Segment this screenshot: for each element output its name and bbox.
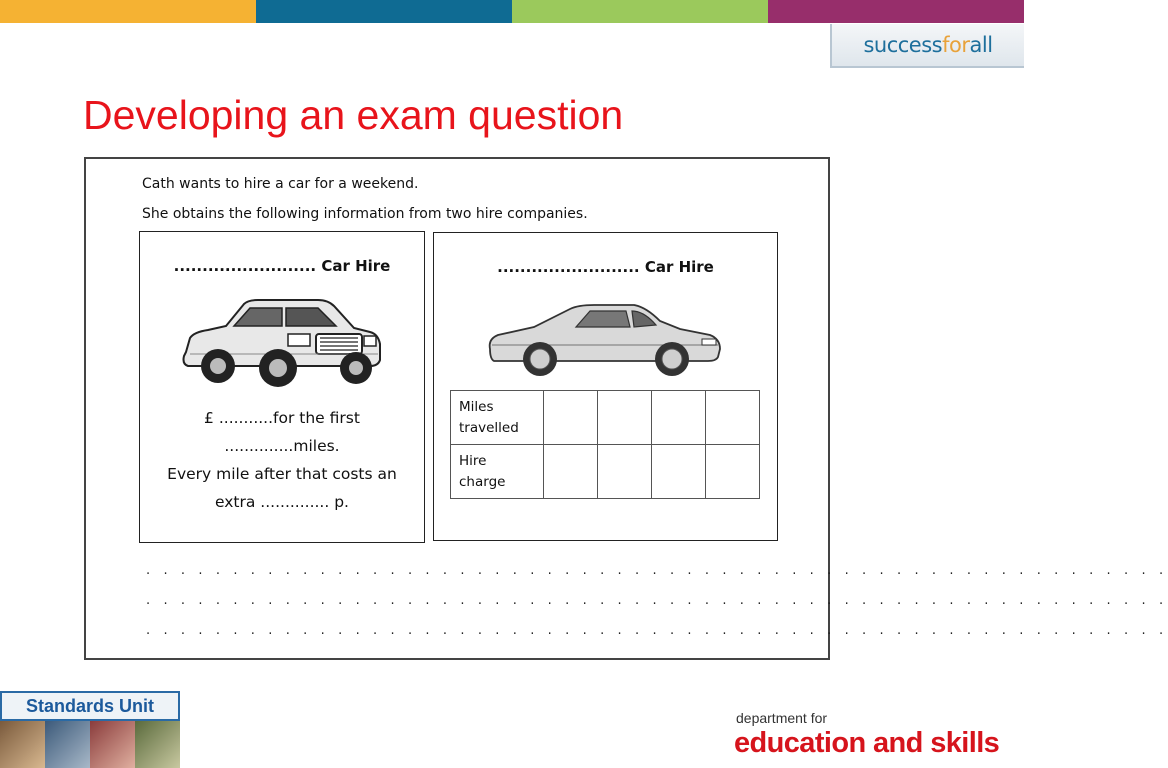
color-segment-green [512,0,768,23]
miles-charge-table [450,390,760,499]
table-cell [544,391,598,445]
standards-unit-logo [0,691,180,768]
table-cell [544,445,598,499]
department-for-label: department for [736,710,828,726]
top-color-bar [0,0,1024,23]
color-segment-blue [256,0,512,23]
color-segment-purple [768,0,1024,23]
price-line-3: Every mile after that costs an [167,465,397,483]
row-label-charge: Hire charge [451,445,544,499]
table-row [451,391,760,445]
left-card-pricing [150,404,414,516]
standards-unit-title: Standards Unit [0,691,180,721]
classroom-photo-strip [0,721,180,768]
slide-title: Developing an exam question [83,92,624,138]
table-cell [652,391,706,445]
answer-line: . . . . . . . . . . . . . . . . . . . . . . . . . . . . . . . . . . . . . . . . . . . . . . . . . . . . . . . . . . . [146,563,1168,578]
price-line-4: extra .............. p. [215,493,349,511]
successforall-logo [830,24,1024,68]
logo-text-for: for [942,33,970,57]
table-cell [598,445,652,499]
coupe-car-icon [484,299,724,379]
logo-text-success: success [863,33,943,57]
price-line-2: ..............miles. [224,437,340,455]
answer-line: . . . . . . . . . . . . . . . . . . . . . . . . . . . . . . . . . . . . . . . . . . . . . . . . . . . . . . . . . . . [146,593,1168,608]
question-info-line: She obtains the following information from two hire companies. [142,206,588,222]
sedan-car-icon [178,294,384,390]
table-cell [652,445,706,499]
left-card-heading: ......................... Car Hire [173,257,391,275]
price-line-1: £ ...........for the first [204,409,360,427]
logo-text-all: all [969,33,993,57]
education-and-skills-label: education and skills [734,727,1000,759]
exam-question-sheet [84,157,1168,660]
left-hire-card [139,231,425,543]
answer-line: . . . . . . . . . . . . . . . . . . . . . . . . . . . . . . . . . . . . . . . . . . . . . . . . . . . . . . . . . . . [146,623,1168,638]
table-row [451,445,760,499]
row-label-miles: Miles travelled [451,391,544,445]
color-segment-yellow [0,0,256,23]
table-cell [706,391,760,445]
table-cell [598,391,652,445]
table-cell [706,445,760,499]
right-card-heading: ......................... Car Hire [497,258,714,276]
right-hire-card [433,232,778,541]
question-intro-line: Cath wants to hire a car for a weekend. [142,176,419,192]
